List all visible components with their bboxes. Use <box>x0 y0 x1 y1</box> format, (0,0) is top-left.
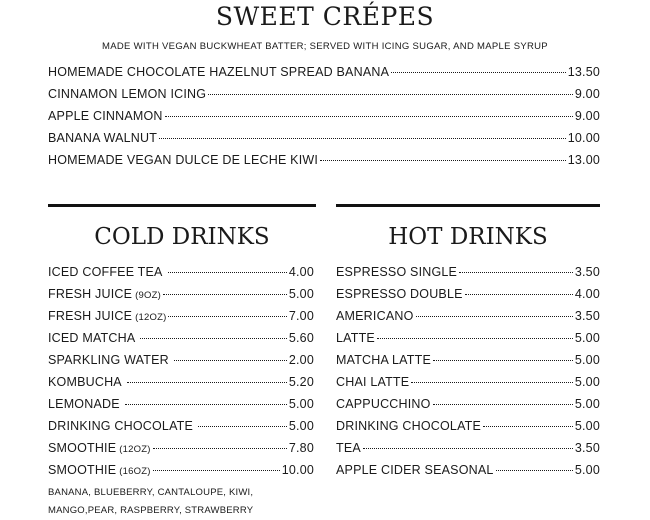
item-name: APPLE CINNAMON <box>48 109 163 123</box>
menu-item-hot-drink <box>336 353 600 375</box>
item-price: 5.20 <box>288 375 314 389</box>
dot-leader <box>459 272 573 273</box>
item-size: (12OZ) <box>119 444 151 455</box>
item-name: ICED COFFEE TEA <box>48 265 163 279</box>
item-price: 10.00 <box>567 131 600 145</box>
dot-leader <box>140 338 286 339</box>
item-name: SMOOTHIE <box>48 441 117 455</box>
item-name: APPLE CIDER SEASONAL <box>336 463 494 477</box>
menu-item-crepe <box>48 131 600 153</box>
dot-leader <box>165 116 573 117</box>
item-name: FRESH JUICE <box>48 309 133 323</box>
dot-leader <box>320 160 566 161</box>
menu-item-hot-drink <box>336 463 600 485</box>
menu-item-cold-drink <box>48 353 314 375</box>
menu-item-cold-drink <box>48 463 314 485</box>
section-divider-right <box>336 204 600 207</box>
item-name: LATTE <box>336 331 375 345</box>
item-name: LEMONADE <box>48 397 120 411</box>
item-name: CHAI LATTE <box>336 375 410 389</box>
item-price: 9.00 <box>574 87 600 101</box>
smoothie-flavors-note <box>48 484 318 520</box>
dot-leader <box>391 72 566 73</box>
menu-item-crepe <box>48 65 600 87</box>
item-price: 5.00 <box>288 419 314 433</box>
item-name: CINNAMON LEMON ICING <box>48 87 207 101</box>
item-name: TEA <box>336 441 361 455</box>
item-size: (12OZ) <box>135 312 167 323</box>
item-name: KOMBUCHA <box>48 375 122 389</box>
item-price: 7.00 <box>288 309 314 323</box>
item-price: 5.60 <box>288 331 314 345</box>
menu-item-cold-drink <box>48 375 314 397</box>
crepes-title: SWEET CRÉPES <box>215 2 435 31</box>
item-name: HOMEMADE VEGAN DULCE DE LECHE KIWI <box>48 153 319 167</box>
item-price: 5.00 <box>574 419 600 433</box>
menu-item-hot-drink <box>336 331 600 353</box>
item-name: FRESH JUICE <box>48 287 133 301</box>
menu-item-crepe <box>48 153 600 175</box>
hot-drinks-list <box>336 265 600 485</box>
menu-item-cold-drink <box>48 309 314 331</box>
smoothie-flavors-line: BANANA, BLUEBERRY, CANTALOUPE, KIWI, <box>48 487 254 498</box>
item-price: 13.00 <box>567 153 600 167</box>
menu-item-hot-drink <box>336 419 600 441</box>
dot-leader <box>168 272 287 273</box>
item-price: 5.00 <box>574 397 600 411</box>
crepes-list <box>48 65 600 175</box>
dot-leader <box>208 94 573 95</box>
menu-item-hot-drink <box>336 287 600 309</box>
item-price: 3.50 <box>574 265 600 279</box>
smoothie-flavors-line: MANGO,PEAR, RASPBERRY, STRAWBERRY <box>48 505 254 516</box>
dot-leader <box>163 294 287 295</box>
item-price: 2.00 <box>288 353 314 367</box>
item-price: 10.00 <box>281 463 314 477</box>
item-name: HOMEMADE CHOCOLATE HAZELNUT SPREAD BANANA <box>48 65 390 79</box>
menu-item-crepe <box>48 87 600 109</box>
dot-leader <box>363 448 573 449</box>
item-price: 3.50 <box>574 441 600 455</box>
item-price: 9.00 <box>574 109 600 123</box>
item-size: (9OZ) <box>135 290 161 301</box>
item-price: 5.00 <box>574 375 600 389</box>
hot-drinks-title: HOT DRINKS <box>388 224 548 250</box>
dot-leader <box>125 404 287 405</box>
dot-leader <box>127 382 287 383</box>
menu-item-hot-drink <box>336 375 600 397</box>
dot-leader <box>433 404 573 405</box>
menu-item-hot-drink <box>336 397 600 419</box>
dot-leader <box>153 448 287 449</box>
menu-item-hot-drink <box>336 309 600 331</box>
item-price: 4.00 <box>574 287 600 301</box>
item-price: 5.00 <box>288 287 314 301</box>
item-name: CAPPUCCHINO <box>336 397 431 411</box>
item-size: (16OZ) <box>119 466 151 477</box>
dot-leader <box>496 470 573 471</box>
dot-leader <box>174 360 287 361</box>
item-name: ESPRESSO SINGLE <box>336 265 458 279</box>
dot-leader <box>416 316 573 317</box>
menu-item-hot-drink <box>336 441 600 463</box>
item-price: 5.00 <box>288 397 314 411</box>
item-name: DRINKING CHOCOLATE <box>336 419 482 433</box>
item-price: 5.00 <box>574 463 600 477</box>
cold-drinks-title: COLD DRINKS <box>94 224 270 250</box>
item-name: AMERICANO <box>336 309 414 323</box>
menu-item-cold-drink <box>48 419 314 441</box>
crepes-subtitle: MADE WITH VEGAN BUCKWHEAT BATTER; SERVED WITH ICING SUGAR, AND MAPLE SYRUP <box>102 41 548 52</box>
menu-item-cold-drink <box>48 441 314 463</box>
item-price: 5.00 <box>574 331 600 345</box>
menu-item-hot-drink <box>336 265 600 287</box>
menu-item-cold-drink <box>48 397 314 419</box>
dot-leader <box>168 316 286 317</box>
item-name: MATCHA LATTE <box>336 353 432 367</box>
section-divider-left <box>48 204 316 207</box>
item-price: 5.00 <box>574 353 600 367</box>
item-name: ESPRESSO DOUBLE <box>336 287 463 301</box>
item-price: 4.00 <box>288 265 314 279</box>
menu-item-cold-drink <box>48 331 314 353</box>
item-name: SMOOTHIE <box>48 463 117 477</box>
dot-leader <box>483 426 573 427</box>
item-name: DRINKING CHOCOLATE <box>48 419 194 433</box>
dot-leader <box>153 470 280 471</box>
menu-item-crepe <box>48 109 600 131</box>
cold-drinks-list <box>48 265 314 485</box>
item-name: ICED MATCHA <box>48 331 136 345</box>
item-price: 7.80 <box>288 441 314 455</box>
dot-leader <box>433 360 573 361</box>
item-name: BANANA WALNUT <box>48 131 158 145</box>
menu-item-cold-drink <box>48 287 314 309</box>
item-price: 3.50 <box>574 309 600 323</box>
dot-leader <box>198 426 287 427</box>
menu-item-cold-drink <box>48 265 314 287</box>
dot-leader <box>377 338 573 339</box>
dot-leader <box>411 382 573 383</box>
item-name: SPARKLING WATER <box>48 353 169 367</box>
dot-leader <box>465 294 573 295</box>
dot-leader <box>159 138 566 139</box>
item-price: 13.50 <box>567 65 600 79</box>
